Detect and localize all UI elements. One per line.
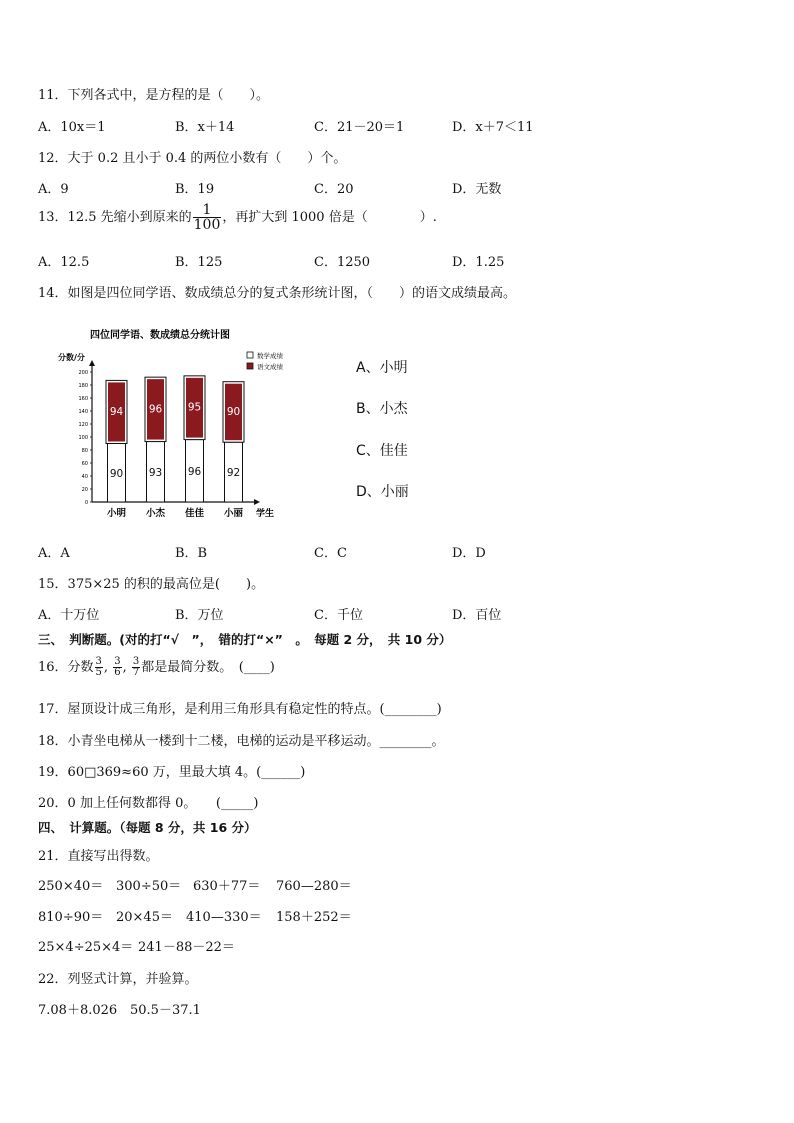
q15-option-c: C．千位 [314,608,363,623]
question-12-stem: 12．大于 0.2 且小于 0.4 的两位小数有（ ）个。 [38,151,347,166]
q14-choice-a: A、小明 [356,360,408,376]
y-tick-label: 180 [78,383,88,389]
y-tick-label: 120 [78,422,88,428]
q13-option-a: A．12.5 [38,255,90,270]
bar-value-label: 96 [148,403,163,416]
bar-value-label: 92 [226,467,241,480]
question-20-stem: 20．0 加上任何数都得 0。 (_____) [38,796,259,811]
q11-option-a: A．10x＝1 [38,120,106,135]
q15-option-b: B．万位 [175,608,224,623]
q15-option-d: D．百位 [452,608,502,623]
q16-sep-1: , [103,660,109,675]
legend-label: 数学成绩 [257,352,283,360]
q21-item-4: 760—280＝ [276,879,352,894]
q14-choice-d: D、小丽 [356,484,409,500]
q13-option-b: B．125 [175,255,223,270]
bar-value-label: 95 [187,401,202,414]
section-4-title: 四、 计算题。（每题 8 分，共 16 分） [38,820,257,835]
q12-option-a: A．9 [38,182,69,197]
q14-choice-b: B、小杰 [356,401,408,417]
q16-f1-num: 3 [95,656,102,667]
q13-frac-num: 1 [193,203,222,218]
bar-value-label: 94 [109,405,124,418]
y-axis-arrow [89,360,95,366]
x-axis-arrow [254,499,260,505]
x-category-label: 小明 [106,508,127,519]
q21-item-8: 158＋252＝ [276,910,352,925]
q13-fraction [193,203,222,232]
q21-item-1: 250×40＝ [38,879,104,894]
q16-f3-den: 7 [132,667,140,678]
q11-option-b: B．x＋14 [175,120,235,135]
chart-legend [247,351,284,371]
bar-value-label: 93 [148,466,163,479]
y-tick-label: 160 [78,396,88,402]
q16-fraction-1 [95,657,103,678]
q11-option-c: C．21－20＝1 [314,120,405,135]
y-tick-label: 60 [81,461,88,467]
q16-before: 16．分数 [38,660,94,675]
q21-item-9: 25×4÷25×4＝ [38,940,134,955]
q13-stem-before: 13．12.5 先缩小到原来的 [38,210,192,225]
question-15-stem: 15．375×25 的积的最高位是( )。 [38,577,265,592]
question-19-stem: 19．60□369≈60 万，里最大填 4。(______) [38,765,306,780]
q16-sep-2: , [122,660,127,675]
y-tick-label: 140 [78,409,88,415]
q16-f2-num: 3 [114,656,121,667]
q13-option-c: C．1250 [314,255,371,270]
question-17-stem: 17．屋顶设计成三角形，是利用三角形具有稳定性的特点。(________) [38,702,442,717]
chart-bars [106,376,244,519]
q16-f2-den: 6 [114,667,121,678]
legend-swatch [247,352,253,358]
q12-option-b: B．19 [175,182,215,197]
chart-title: 四位同学语、数成绩总分统计图 [90,330,230,341]
q15-option-a: A．十万位 [38,608,100,623]
chart-xlabel: 学生 [256,509,275,519]
q16-fraction-2 [113,657,121,678]
question-14-stem: 14．如图是四位同学语、数成绩总分的复式条形统计图，（ ）的语文成绩最高。 [38,286,517,301]
question-13-stem [38,203,437,232]
q21-item-5: 810÷90＝ [38,910,104,925]
bar-chart [58,322,298,522]
y-tick-label: 0 [84,500,88,506]
y-tick-label: 40 [81,474,88,480]
q21-item-2: 300÷50＝ [116,879,182,894]
q16-f1-den: 5 [95,667,102,678]
y-tick-label: 80 [81,448,88,454]
x-category-label: 小杰 [145,508,166,519]
question-22-stem: 22．列竖式计算，并验算。 [38,972,198,987]
x-category-label: 佳佳 [184,508,205,519]
legend-label: 语文成绩 [257,363,283,371]
question-18-stem: 18．小青坐电梯从一楼到十二楼，电梯的运动是平移运动。________。 [38,734,445,749]
q22-item-1: 7.08＋8.026 [38,1003,118,1018]
q21-item-10: 241－88－22＝ [138,940,235,955]
q16-f3-num: 3 [132,656,140,667]
q16-fraction-3 [132,657,140,678]
q11-option-d: D．x＋7＜11 [452,120,534,135]
q14-choice-c: C、佳佳 [356,443,408,459]
q21-item-7: 410—330＝ [186,910,262,925]
question-11-stem: 11．下列各式中，是方程的是（ ）。 [38,88,270,103]
q22-item-2: 50.5－37.1 [130,1003,201,1018]
q13-stem-after: ，再扩大到 1000 倍是（ ）. [222,210,437,225]
y-tick-label: 20 [81,487,88,493]
q12-option-d: D．无数 [452,182,502,197]
q13-option-d: D．1.25 [452,255,505,270]
question-21-stem: 21．直接写出得数。 [38,849,159,864]
q14-option-b: B．B [175,546,208,561]
q14-option-c: C．C [314,546,347,561]
q13-frac-den: 100 [193,217,221,233]
bar-value-label: 96 [187,465,202,478]
legend-swatch [247,363,253,369]
y-tick-label: 100 [78,435,88,441]
q21-item-3: 630＋77＝ [193,879,261,894]
q16-after: 都是最简分数。 (____) [141,660,275,675]
q21-item-6: 20×45＝ [116,910,173,925]
question-16-stem [38,656,275,678]
section-3-title: 三、 判断题。(对的打“√ ”， 错的打“×” 。 每题 2 分， 共 10 分） [38,632,452,647]
q12-option-c: C．20 [314,182,354,197]
bar-value-label: 90 [226,405,241,418]
bar-value-label: 90 [109,467,124,480]
x-category-label: 小丽 [223,508,244,519]
chart-ylabel: 分数/分 [58,353,85,362]
q14-option-a: A．A [38,546,70,561]
q14-option-d: D．D [452,546,486,561]
y-tick-label: 200 [78,370,88,376]
